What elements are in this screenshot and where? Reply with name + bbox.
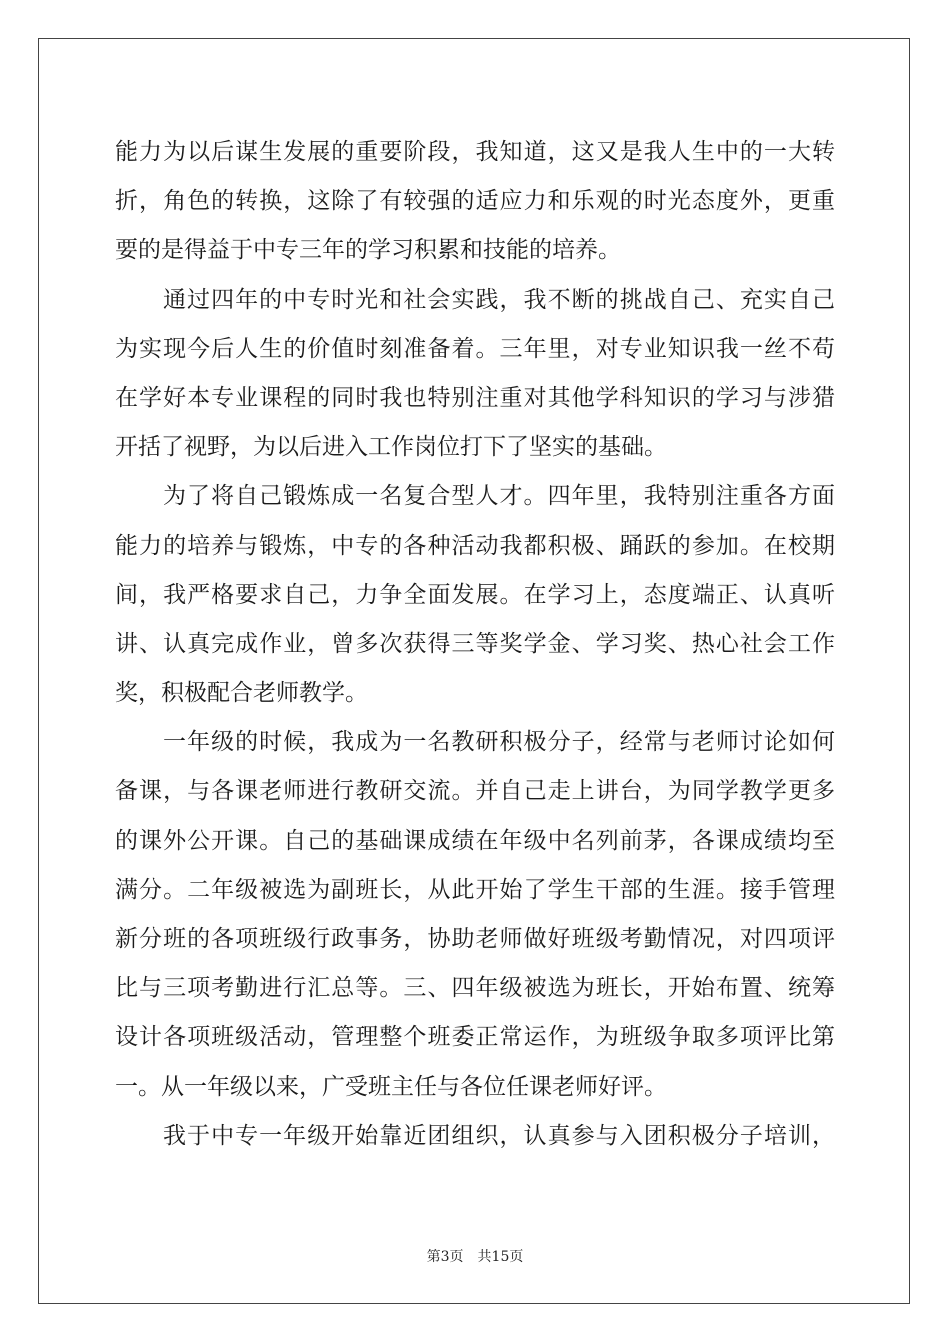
text-line: 奖，积极配合老师教学。 bbox=[115, 680, 368, 707]
text-line: 在学好本专业课程的同时我也特别注重对其他学科知识的学习与涉猎 bbox=[115, 384, 835, 411]
text-line: 能力为以后谋生发展的重要阶段，我知道，这又是我人生中的一大转 bbox=[115, 139, 835, 165]
text-line: 一。从一年级以来，广受班主任与各位任课老师好评。 bbox=[115, 1073, 667, 1100]
text-line: 间，我严格要求自己，力争全面发展。在学习上，态度端正、认真听 bbox=[115, 581, 835, 608]
text-line: 新分班的各项班级行政事务，协助老师做好班级考勤情况，对四项评 bbox=[115, 926, 835, 952]
text-line: 开括了视野，为以后进入工作岗位打下了坚实的基础。 bbox=[115, 434, 667, 461]
text-line: 我于中专一年级开始靠近团组织，认真参与入团积极分子培训， bbox=[163, 1122, 835, 1149]
page-total: 共15页 bbox=[477, 1249, 524, 1265]
text-line: 讲、认真完成作业，曾多次获得三等奖学金、学习奖、热心社会工作 bbox=[115, 630, 835, 657]
text-line: 比与三项考勤进行汇总等。三、四年级被选为班长，开始布置、统筹 bbox=[115, 975, 835, 1002]
text-line: 满分。二年级被选为副班长，从此开始了学生干部的生涯。接手管理 bbox=[115, 876, 835, 903]
text-line: 能力的培养与锻炼，中专的各种活动我都积极、踊跃的参加。在校期 bbox=[115, 532, 835, 559]
page-footer bbox=[0, 1246, 950, 1266]
text-line: 设计各项班级活动，管理整个班委正常运作，为班级争取多项评比第 bbox=[115, 1024, 835, 1051]
text-line: 的课外公开课。自己的基础课成绩在年级中名列前茅，各课成绩均至 bbox=[115, 827, 835, 854]
document-body bbox=[115, 128, 835, 1161]
text-line: 通过四年的中专时光和社会实践，我不断的挑战自己、充实自己 bbox=[163, 286, 835, 313]
page-number: 第3页 bbox=[426, 1249, 464, 1265]
text-line: 折，角色的转换，这除了有较强的适应力和乐观的时光态度外，更重 bbox=[115, 188, 835, 215]
text-line: 为了将自己锻炼成一名复合型人才。四年里，我特别注重各方面 bbox=[163, 483, 835, 510]
text-line: 备课，与各课老师进行教研交流。并自己走上讲台，为同学教学更多 bbox=[115, 778, 835, 805]
text-line: 为实现今后人生的价值时刻准备着。三年里，对专业知识我一丝不苟 bbox=[115, 335, 835, 362]
text-line: 要的是得益于中专三年的学习积累和技能的培养。 bbox=[115, 237, 621, 264]
text-line: 一年级的时候，我成为一名教研积极分子，经常与老师讨论如何 bbox=[163, 729, 835, 756]
